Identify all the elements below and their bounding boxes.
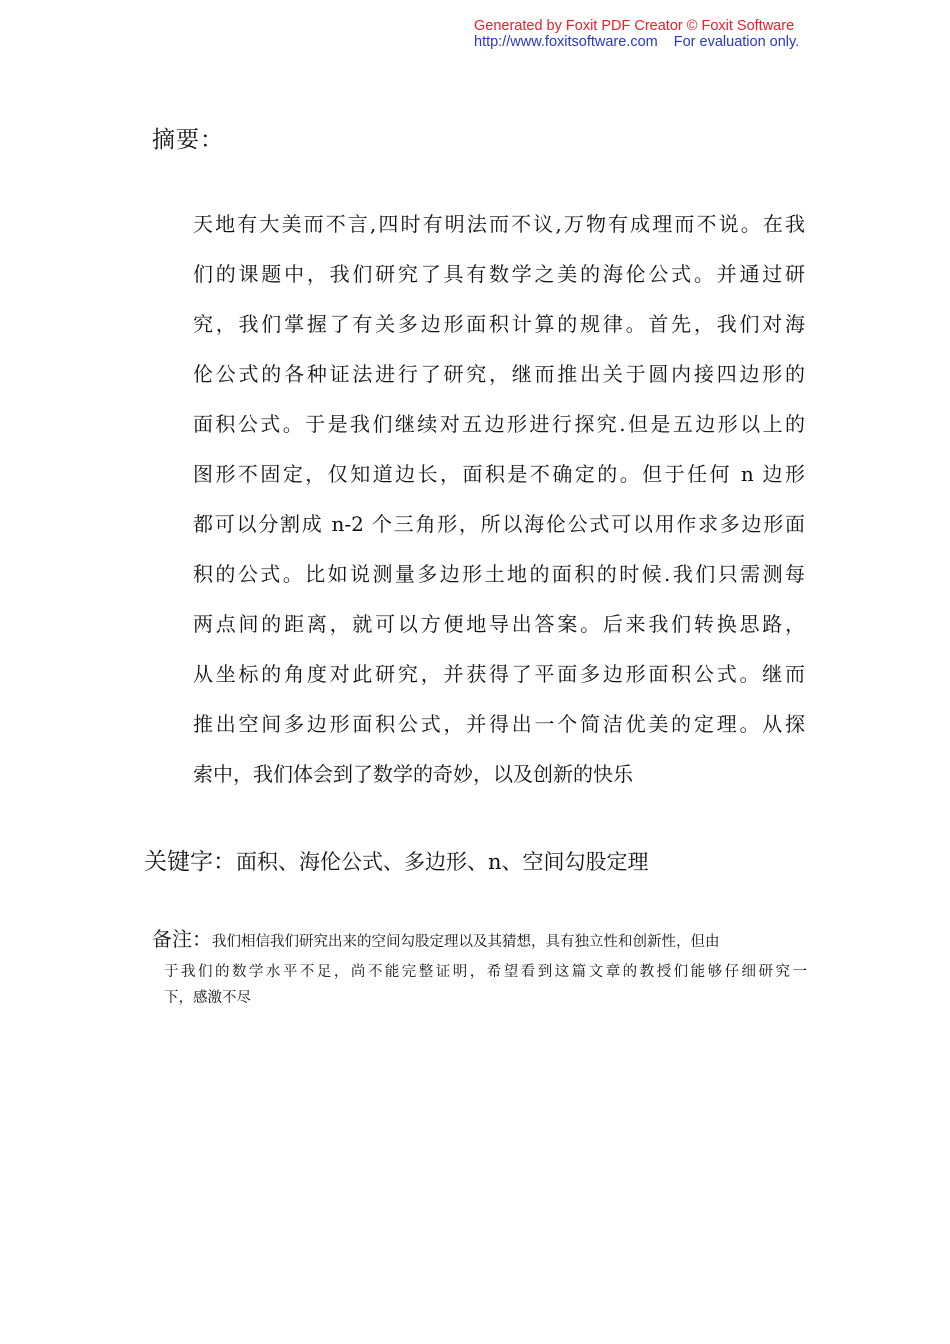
note [152, 924, 807, 1009]
abstract-line: 从坐标的角度对此研究，并获得了平面多边形面积公式。继而 [193, 662, 805, 686]
abstract-line: 积的公式。比如说测量多边形土地的面积的时候.我们只需测每 [193, 562, 805, 586]
watermark-url-link[interactable]: http://www.foxitsoftware.com [474, 34, 658, 50]
watermark-second-line [474, 34, 799, 50]
keywords [144, 846, 649, 878]
abstract-line: 索中，我们体会到了数学的奇妙，以及创新的快乐 [193, 762, 633, 786]
abstract-line: 都可以分割成 n-2 个三角形，所以海伦公式可以用作求多边形面 [193, 512, 805, 536]
abstract-line: 们的课题中，我们研究了具有数学之美的海伦公式。并通过研 [193, 262, 805, 286]
abstract-line: 究，我们掌握了有关多边形面积计算的规律。首先，我们对海 [193, 312, 805, 336]
keywords-text: 面积、海伦公式、多边形、n、空间勾股定理 [236, 850, 649, 874]
watermark-generator-text: Generated by Foxit PDF Creator © Foxit Software [474, 18, 795, 34]
note-line2-text: 于我们的数学水平不足，尚不能完整证明，希望看到这篇文章的教授们能够仔细研究一 [164, 964, 807, 980]
keywords-label: 关键字： [144, 849, 236, 875]
abstract-line: 两点间的距离，就可以方便地导出答案。后来我们转换思路， [193, 612, 805, 636]
abstract-line: 图形不固定，仅知道边长，面积是不确定的。但于任何 n 边形 [193, 462, 805, 486]
note-line1-text: 我们相信我们研究出来的空间勾股定理以及其猜想，具有独立性和创新性，但由 [212, 934, 720, 950]
watermark-evaluation-notice: For evaluation only. [673, 34, 800, 50]
note-label: 备注： [152, 927, 212, 951]
abstract-line: 天地有大美而不言,四时有明法而不议,万物有成理而不说。在我 [193, 212, 805, 236]
note-first-line [152, 924, 807, 957]
abstract-body [193, 199, 805, 799]
abstract-line: 推出空间多边形面积公式，并得出一个简洁优美的定理。从探 [193, 712, 805, 736]
foxit-watermark [474, 18, 799, 50]
abstract-line: 伦公式的各种证法进行了研究，继而推出关于圆内接四边形的 [193, 362, 805, 386]
note-line3-text: 下，感激不尽 [164, 990, 251, 1006]
abstract-heading: 摘要： [152, 127, 224, 153]
abstract-line: 面积公式。于是我们继续对五边形进行探究.但是五边形以上的 [193, 412, 805, 436]
